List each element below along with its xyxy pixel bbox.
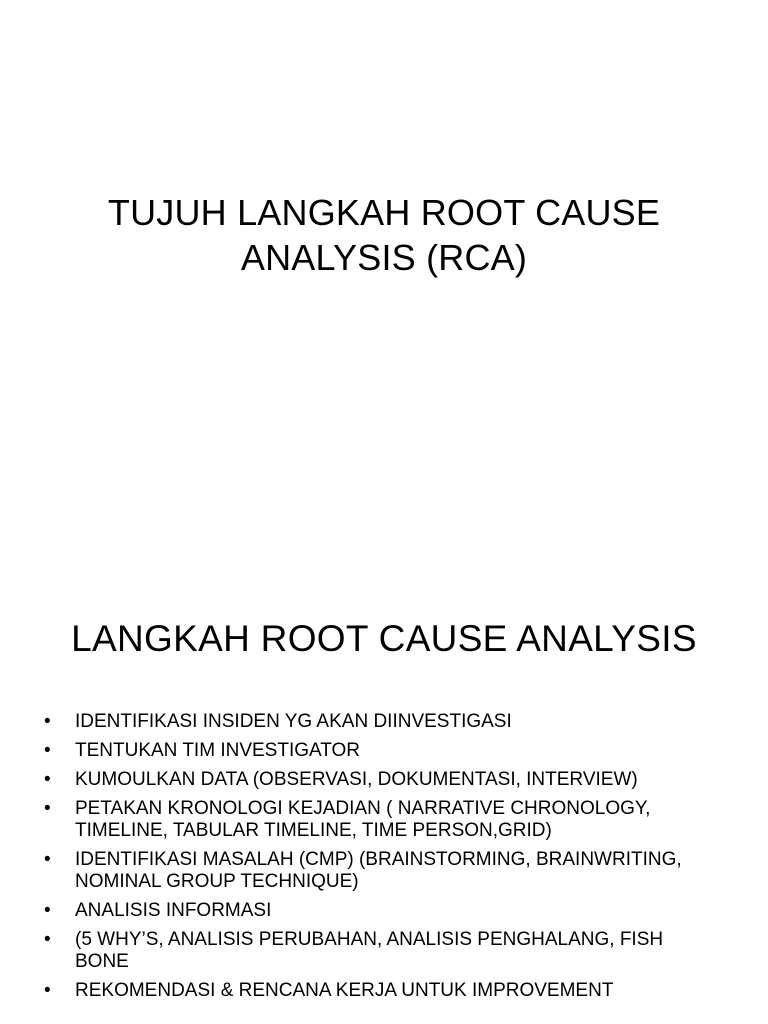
list-item [44,849,734,893]
list-item-line-1: IDENTIFIKASI INSIDEN YG AKAN DIINVESTIGASI [75,711,512,732]
list-item [44,900,734,922]
bullet-icon: • [44,798,51,819]
bullet-list [44,711,734,1009]
list-item-line-1: KUMOULKAN DATA (OBSERVASI, DOKUMENTASI, INTERVIEW) [75,769,638,790]
slide-title-line-2: ANALYSIS (RCA) [240,237,528,278]
list-item-line-2: NOMINAL GROUP TECHNIQUE) [75,871,359,892]
list-item [44,798,734,842]
list-item [44,980,734,1002]
bullet-icon: • [44,849,51,870]
list-item-line-2: BONE [75,951,129,972]
content-slide-title: LANGKAH ROOT CAUSE ANALYSIS [71,618,697,659]
list-item-line-1: (5 WHY’S, ANALISIS PERUBAHAN, ANALISIS PENGHALANG, FISH [75,929,664,950]
list-item [44,711,734,733]
bullet-icon: • [44,740,51,761]
list-item-line-1: IDENTIFIKASI MASALAH (CMP) (BRAINSTORMING, BRAINWRITING, [75,849,682,870]
slide-title [40,190,728,280]
list-item-line-1: REKOMENDASI & RENCANA KERJA UNTUK IMPROVEMENT [75,980,614,1001]
list-item-line-1: ANALISIS INFORMASI [75,900,272,921]
list-item-line-1: TENTUKAN TIM INVESTIGATOR [75,740,361,761]
list-item-line-2: TIMELINE, TABULAR TIMELINE, TIME PERSON,GRID) [75,820,552,841]
bullet-icon: • [44,769,51,790]
bullet-icon: • [44,980,51,1001]
bullet-icon: • [44,711,51,732]
list-item-line-1: PETAKAN KRONOLOGI KEJADIAN ( NARRATIVE CHRONOLOGY, [75,798,651,819]
bullet-icon: • [44,929,51,950]
list-item [44,740,734,762]
slide-title-line-1: TUJUH LANGKAH ROOT CAUSE [107,192,661,233]
list-item [44,769,734,791]
bullet-icon: • [44,900,51,921]
list-item [44,929,734,973]
